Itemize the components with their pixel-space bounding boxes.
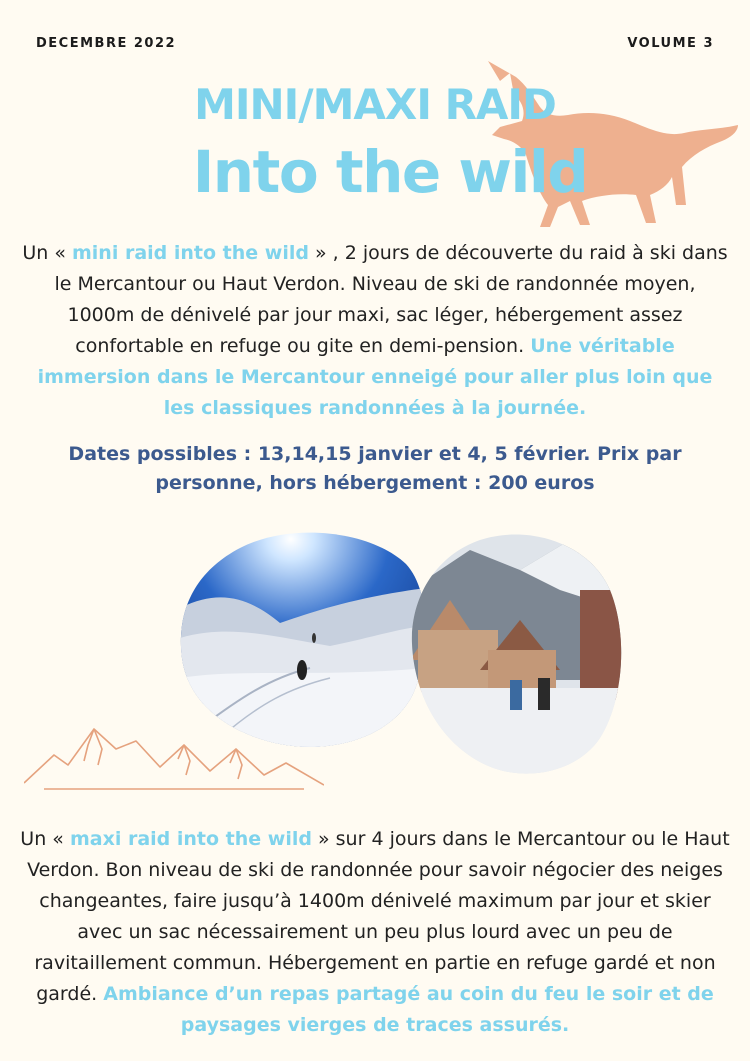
- issue-volume: VOLUME 3: [627, 36, 714, 51]
- refuge-chapel-photo: [410, 530, 622, 778]
- title-line-2: Into the wild: [192, 138, 588, 206]
- title-line-1: MINI/MAXI RAID: [194, 80, 556, 129]
- maxi-raid-body: » sur 4 jours dans le Mercantour ou le Haut Verdon. Bon niveau de ski de randonnée pour savoir négocier des neiges changeantes, faire jusqu’à 1400m dénivelé maximum par jour et skier avec un sac nécessairement un peu plus lourd avec un peu de ravitaillement commun. Hébergement en partie en refuge gardé et non gardé.: [27, 828, 730, 1005]
- maxi-raid-highlight: maxi raid into the wild: [69, 828, 312, 850]
- mini-raid-pre: Un «: [22, 242, 72, 264]
- mini-raid-highlight-2: Une véritable immersion dans le Mercantour enneigé pour aller plus loin que les classiques randonnées à la journée.: [37, 335, 713, 419]
- maxi-raid-pre: Un «: [20, 828, 70, 850]
- maxi-raid-highlight-2: Ambiance d’un repas partagé au coin du feu le soir et de paysages vierges de traces assurés.: [103, 983, 714, 1036]
- maxi-raid-paragraph: [20, 824, 730, 1041]
- mini-raid-paragraph: [20, 238, 730, 424]
- mini-raid-highlight: mini raid into the wild: [71, 242, 309, 264]
- mountain-line-illustration-icon: [24, 705, 324, 795]
- dates-and-price: Dates possibles : 13,14,15 janvier et 4, 5 février. Prix par personne, hors hébergement : 200 euros: [68, 443, 682, 494]
- mini-raid-body: » , 2 jours de découverte du raid à ski dans le Mercantour ou Haut Verdon. Niveau de ski de randonnée moyen, 1000m de dénivelé par jour maxi, sac léger, hébergement assez confortable en refuge ou gite en demi-pension.: [54, 242, 728, 357]
- issue-date: DECEMBRE 2022: [36, 36, 177, 51]
